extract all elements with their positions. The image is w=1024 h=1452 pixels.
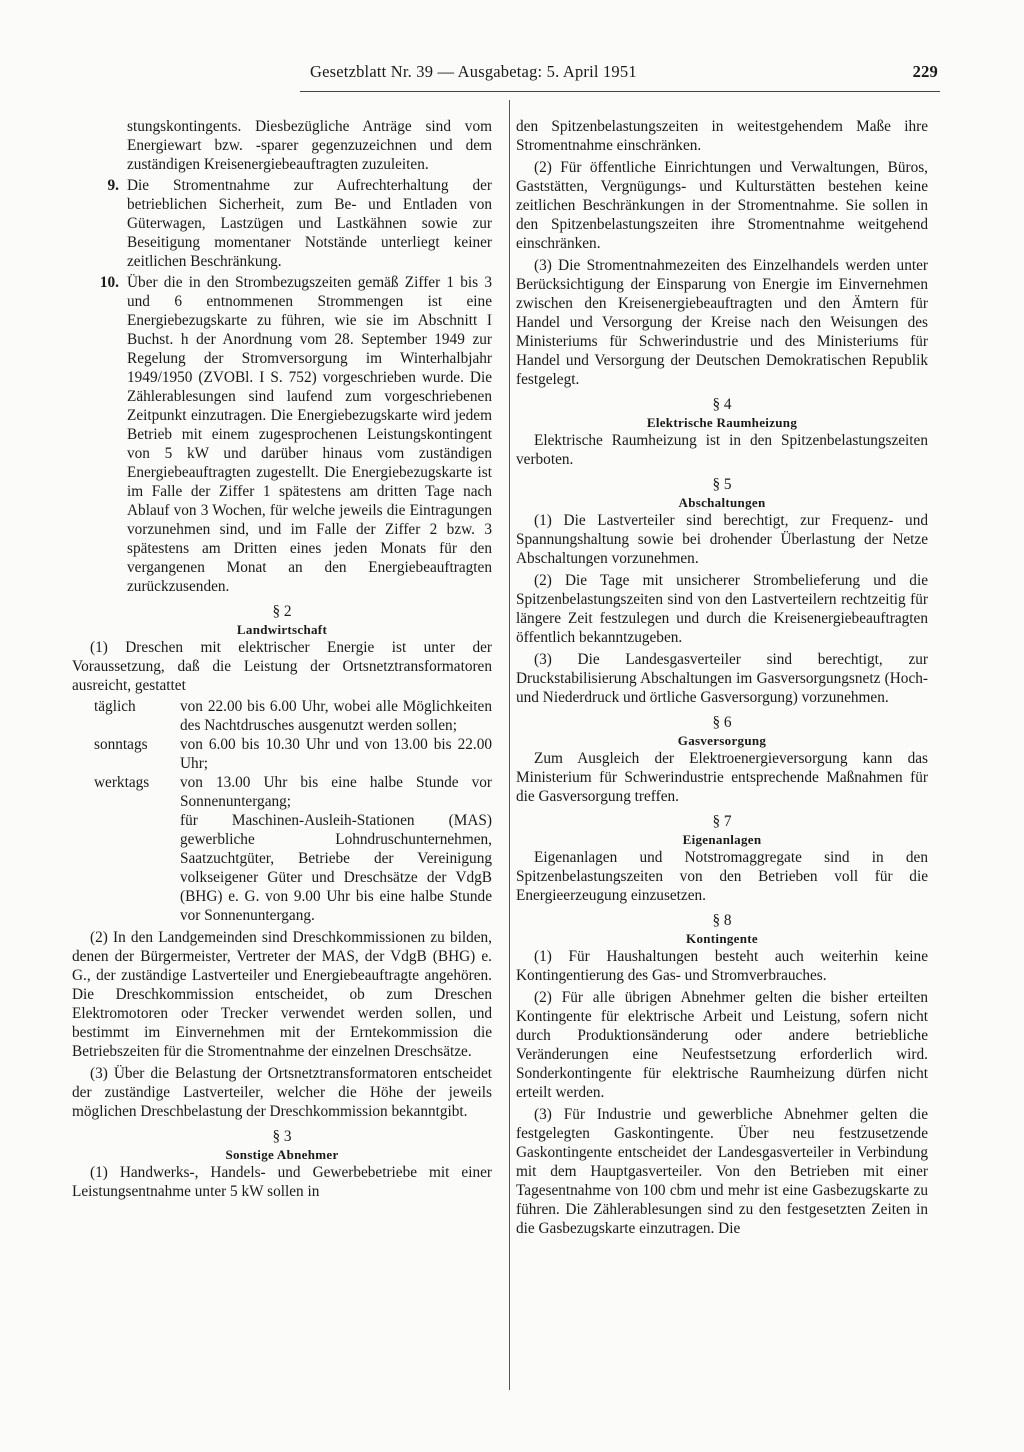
- continuation-paragraph: den Spitzenbelastungszeiten in weitestgehendem Maße ihre Stromentnahme einschränken.: [516, 118, 928, 154]
- section-heading-7: § 7: [712, 813, 732, 830]
- list-item-9: [72, 176, 492, 271]
- left-column: [72, 117, 492, 1201]
- section-heading-8: § 8: [712, 912, 732, 929]
- header-rule: [300, 91, 940, 92]
- section-heading-5: § 5: [712, 476, 732, 493]
- section-title-4: Elektrische Raumheizung: [646, 415, 798, 430]
- section-title-5: Abschaltungen: [678, 495, 766, 510]
- paragraph: Zum Ausgleich der Elektroenergieversorgung kann das Ministerium für Schwerindustrie entsprechende Maßnahmen für die Gasversorgung treffen.: [516, 750, 928, 805]
- section-title-2: Landwirtschaft: [236, 622, 328, 637]
- paragraph: Eigenanlagen und Notstromaggregate sind in den Spitzenbelastungszeiten von den Betrieben voll für die Energieerzeugung einzusetzen.: [516, 849, 928, 904]
- paragraph: (2) Die Tage mit unsicherer Strombelieferung und die Spitzenbelastungszeiten sind von den Lastverteilern rechtzeitig für längere Zeit festzulegen und durch die Kreisenergiebeauftragten öffentlich bekanntzugeben.: [516, 572, 928, 646]
- column-divider: [509, 100, 510, 1390]
- section-heading-4: § 4: [712, 396, 732, 413]
- paragraph: (3) Über die Belastung der Ortsnetztransformatoren entscheidet der zuständige Lastverteiler, welcher die Höhe der jeweils möglichen Dreschbelastung der Dreschkommission bekanntgibt.: [72, 1065, 492, 1120]
- page-header: [310, 62, 938, 92]
- paragraph: (3) Die Landesgasverteiler sind berechtigt, zur Druckstabilisierung Abschaltungen im Gasversorgungsnetz (Hoch- und Niederdruck und örtliche Gasversorgung) vorzunehmen.: [516, 651, 928, 706]
- paragraph: Elektrische Raumheizung ist in den Spitzenbelastungszeiten verboten.: [516, 432, 928, 468]
- schedule-row: [72, 697, 492, 735]
- section-heading-6: § 6: [712, 714, 732, 731]
- section-title-8: Kontingente: [686, 931, 758, 946]
- schedule-row: [72, 773, 492, 811]
- paragraph: (1) Handwerks-, Handels- und Gewerbebetriebe mit einer Leistungsentnahme unter 5 kW sollen in: [72, 1164, 492, 1200]
- section-title-3: Sonstige Abnehmer: [225, 1147, 339, 1162]
- list-item-10: [72, 273, 492, 596]
- item-text: Die Stromentnahme zur Aufrechterhaltung der betrieblichen Sicherheit, zum Be- und Entladen von Güterwagen, Lastzügen und Lastkähnen sowie zur Beseitigung momentaner Notstände unterliegt keiner zeitlichen Beschränkung.: [127, 177, 492, 270]
- paragraph: (2) Für alle übrigen Abnehmer gelten die bisher erteilten Kontingente für elektrische Arbeit und Leistung, sofern nicht durch Produktionsänderung oder andere betriebliche Veränderungen eine Neufestsetzung erforderlich wird. Sonderkontingente für elektrische Raumheizung dürfen nicht erteilt werden.: [516, 989, 928, 1101]
- schedule-label: werktags: [94, 774, 150, 791]
- paragraph: (1) Für Haushaltungen besteht auch weiterhin keine Kontingentierung des Gas- und Stromverbrauches.: [516, 948, 928, 984]
- page-number: 229: [912, 62, 938, 81]
- paragraph: (3) Für Industrie und gewerbliche Abnehmer gelten die festgelegten Gaskontingente. Über neu festzusetzende Gaskontingente entscheidet der Landesgasverteiler in Verbindung mit dem Hauptgasverteiler. Von den Betrieben mit einer Tagesentnahme von 100 cbm und mehr ist eine Gasbezugskarte zu führen. Die Zählerablesungen sind zu den festgesetzten Zeiten in die Gasbezugskarte einzutragen. Die: [516, 1106, 928, 1237]
- section-heading-3: § 3: [272, 1128, 292, 1145]
- schedule-text: für Maschinen-Ausleih-Stationen (MAS) gewerbliche Lohndruschunternehmen, Saatzuchtgüter, Betriebe der Vereinigung volkseigener Güter und Dreschsätze der VdgB (BHG) e. G. von 9.00 Uhr bis eine halbe Stunde vor Sonnenuntergang.: [180, 812, 492, 924]
- item-number: 10.: [99, 274, 119, 291]
- paragraph: (1) Die Lastverteiler sind berechtigt, zur Frequenz- und Spannungshaltung sowie bei drohender Überlastung der Netze Abschaltungen vorzunehmen.: [516, 512, 928, 567]
- schedule-text: von 6.00 bis 10.30 Uhr und von 13.00 bis 22.00 Uhr;: [180, 736, 492, 772]
- paragraph: (2) In den Landgemeinden sind Dreschkommissionen zu bilden, denen der Bürgermeister, Vertreter der MAS, der VdgB (BHG) e. G., der zuständige Lastverteiler und Energiebeauftragte angehören. Die Dreschkommission entscheidet, ob zum Dreschen Elektromotoren oder Trecker verwendet werden sollen, und bestimmt im Einvernehmen mit der Erntekommission die Betriebszeiten für die Stromentnahme der einzelnen Dreschsätze.: [72, 929, 492, 1060]
- right-column: [516, 117, 928, 1238]
- continuation-paragraph: stungskontingents. Diesbezügliche Anträge sind vom Energiewart bzw. -sparer gegenzuzeichnen und dem zuständigen Kreisenergiebeauftragten zuzuleiten.: [127, 118, 492, 173]
- header-title: Gesetzblatt Nr. 39 — Ausgabetag: 5. April 1951: [310, 62, 637, 81]
- section-title-7: Eigenanlagen: [682, 832, 762, 847]
- schedule-text: von 22.00 bis 6.00 Uhr, wobei alle Möglichkeiten des Nachtdrusches ausgenutzt werden sollen;: [180, 698, 492, 734]
- schedule-row: [72, 811, 492, 925]
- schedule-label: [72, 811, 180, 925]
- paragraph: (3) Die Stromentnahmezeiten des Einzelhandels werden unter Berücksichtigung der Einsparung von Energie im Einvernehmen zwischen den Kreisenergiebeauftragten und den Ämtern für Handel und Versorgung der Kreise nach den Weisungen des Ministeriums für Schwerindustrie und des Ministeriums für Handel und Versorgung der Deutschen Demokratischen Republik festgelegt.: [516, 257, 928, 388]
- item-number: 9.: [107, 177, 119, 194]
- paragraph: (2) Für öffentliche Einrichtungen und Verwaltungen, Büros, Gaststätten, Vergnügungs- und Kulturstätten bestehen keine zeitlichen Beschränkungen in der Stromentnahme. Sie sollen in den Spitzenbelastungszeiten ihre Stromentnahme weitgehend einschränken.: [516, 159, 928, 252]
- schedule-row: [72, 735, 492, 773]
- item-text: Über die in den Strombezugszeiten gemäß Ziffer 1 bis 3 und 6 entnommenen Strommengen ist eine Energiebezugskarte zu führen, wie sie im Abschnitt I Buchst. h der Anordnung vom 28. September 1949 zur Regelung der Stromversorgung im Winterhalbjahr 1949/1950 (ZVOBl. I S. 752) vorgeschrieben wurde. Die Zählerablesungen sind laufend zum vorgeschriebenen Zeitpunkt einzutragen. Die Energiebezugskarte wird jedem Betrieb mit einem zugesprochenen Leistungskontingent von 5 kW und darüber hinaus vom zuständigen Energiebeauftragten zugestellt. Die Energiebezugskarte ist im Falle der Ziffer 1 spätestens am dritten Tage nach Ablauf von 3 Wochen, für welche jeweils die Eintragungen vorzunehmen sind, und im Falle der Ziffer 2 bzw. 3 spätestens am Dritten eines jeden Monats für den vergangenen Monat an den Energiebeauftragten zurückzusenden.: [127, 274, 492, 595]
- schedule-table: [72, 697, 492, 925]
- paragraph: (1) Dreschen mit elektrischer Energie ist unter der Voraussetzung, daß die Leistung der Ortsnetztransformatoren ausreicht, gestattet: [72, 639, 492, 694]
- section-heading-2: § 2: [272, 603, 292, 620]
- section-title-6: Gasversorgung: [677, 733, 767, 748]
- schedule-label: sonntags: [94, 736, 148, 753]
- schedule-label: täglich: [94, 698, 136, 715]
- schedule-text: von 13.00 Uhr bis eine halbe Stunde vor Sonnenuntergang;: [180, 774, 492, 810]
